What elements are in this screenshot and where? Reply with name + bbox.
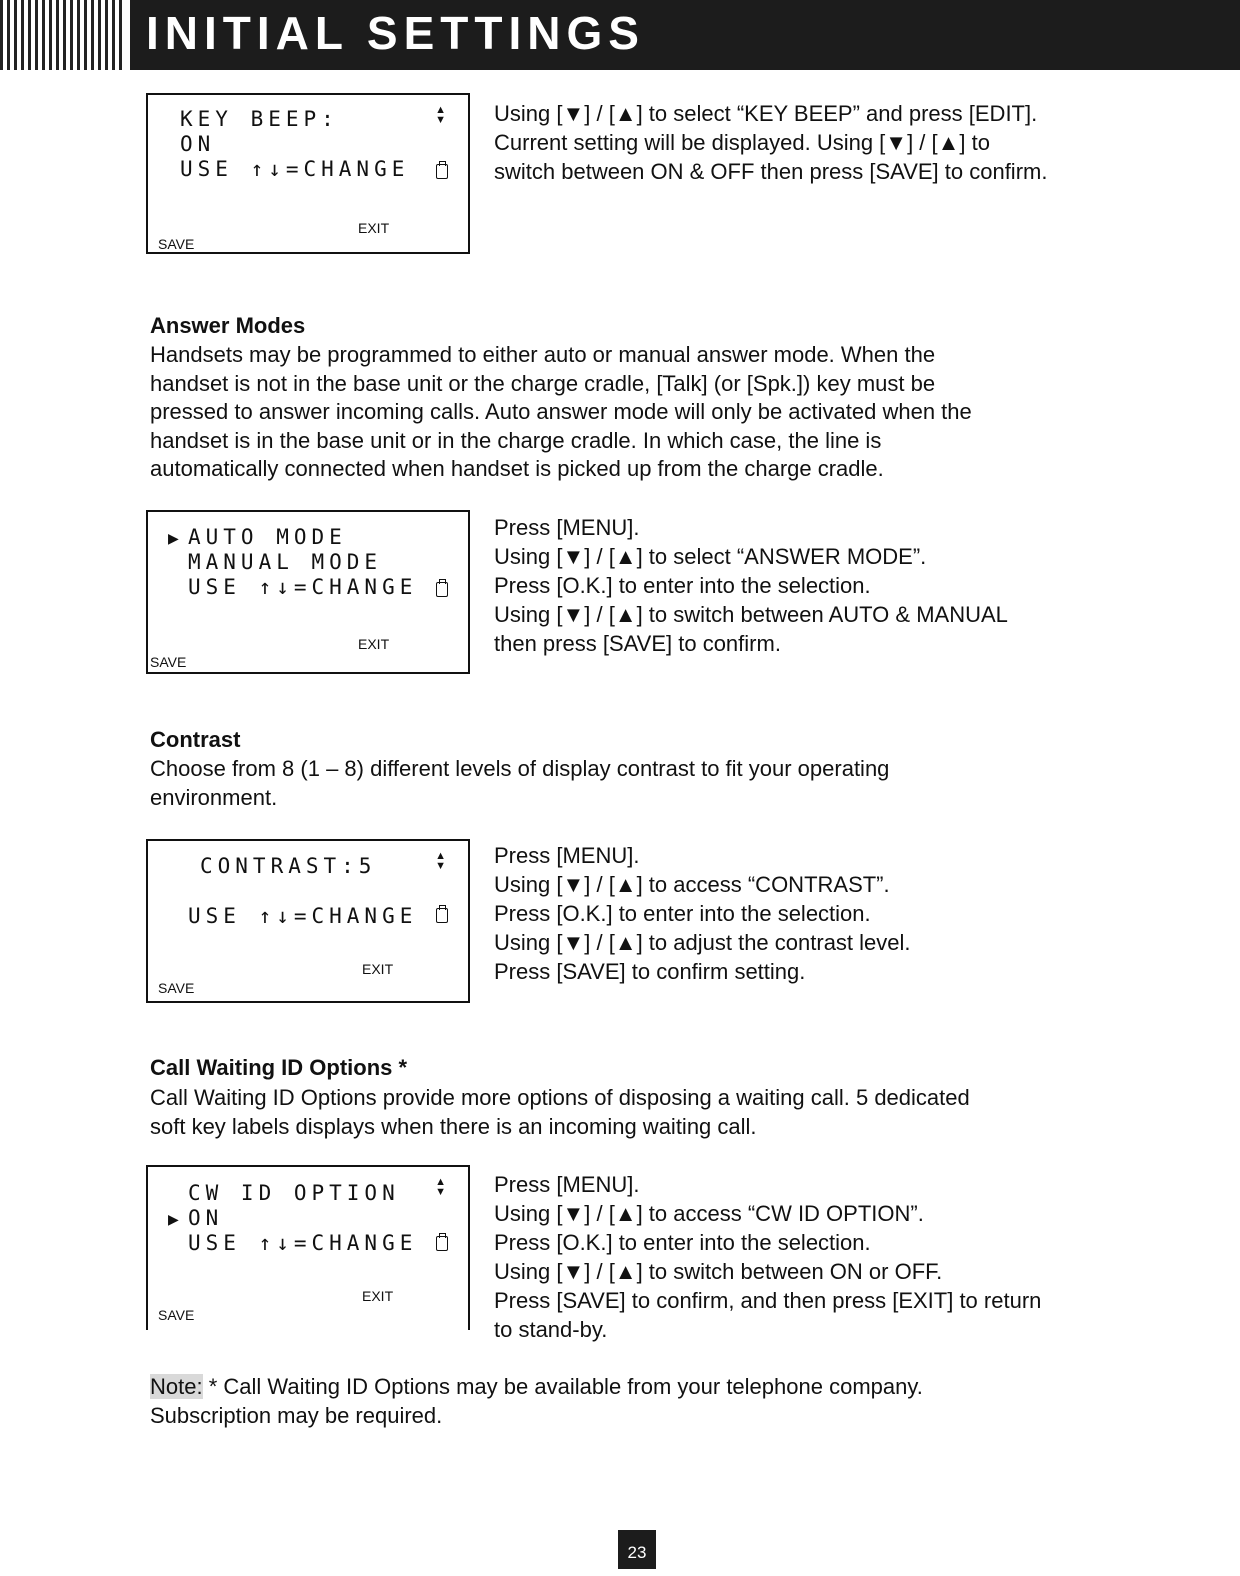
answer-mode-instructions bbox=[494, 513, 1144, 658]
contrast-body bbox=[150, 755, 1120, 812]
exit-softkey: EXIT bbox=[358, 636, 390, 652]
lcd-line-2: ON bbox=[180, 132, 216, 156]
exit-softkey: EXIT bbox=[362, 1288, 394, 1304]
save-softkey: SAVE bbox=[150, 654, 187, 670]
lcd-line-3: USE ↑↓=CHANGE bbox=[180, 157, 410, 181]
lcd-key-beep bbox=[146, 93, 470, 254]
body-line: Choose from 8 (1 – 8) different levels of display contrast to fit your operating bbox=[150, 756, 890, 781]
body-line: Handsets may be programmed to either auto or manual answer mode. When the bbox=[150, 342, 936, 367]
save-softkey: SAVE bbox=[158, 1307, 195, 1323]
clipboard-icon bbox=[436, 582, 448, 597]
lcd-line-1: KEY BEEP: bbox=[180, 107, 339, 131]
call-waiting-title: Call Waiting ID Options * bbox=[150, 1055, 408, 1080]
lcd-cw-id-option bbox=[146, 1165, 470, 1330]
pointer-icon: ▶ bbox=[168, 1211, 179, 1227]
contrast-instructions bbox=[494, 841, 1144, 986]
lcd-answer-mode bbox=[146, 510, 470, 674]
lcd-line-2: ON bbox=[188, 1206, 224, 1230]
instruction-line: Press [O.K.] to enter into the selection. bbox=[494, 1230, 871, 1255]
instruction-line: Using [▼] / [▲] to access “CW ID OPTION”. bbox=[494, 1201, 924, 1226]
answer-modes-body bbox=[150, 341, 1120, 484]
lcd-line-2: MANUAL MODE bbox=[188, 550, 383, 574]
instruction-line: Using [▼] / [▲] to select “KEY BEEP” and press [EDIT]. bbox=[494, 101, 1038, 126]
instruction-line: Using [▼] / [▲] to switch between AUTO & MANUAL bbox=[494, 602, 1008, 627]
clipboard-icon bbox=[436, 164, 448, 179]
lcd-contrast bbox=[146, 839, 470, 1003]
body-line: automatically connected when handset is picked up from the charge cradle. bbox=[150, 456, 884, 481]
instruction-line: Press [MENU]. bbox=[494, 515, 640, 540]
note-text: * Call Waiting ID Options may be available from your telephone company. bbox=[202, 1374, 923, 1399]
page-number: 23 bbox=[618, 1530, 656, 1569]
instruction-line: Press [O.K.] to enter into the selection. bbox=[494, 573, 871, 598]
instruction-line: switch between ON & OFF then press [SAVE] to confirm. bbox=[494, 159, 1048, 184]
contrast-title: Contrast bbox=[150, 727, 241, 752]
note-label: Note: bbox=[150, 1374, 203, 1399]
body-line: handset is not in the base unit or the charge cradle, [Talk] (or [Spk.]) key must be bbox=[150, 370, 936, 396]
clipboard-icon bbox=[436, 908, 448, 923]
body-line: Call Waiting ID Options provide more options of disposing a waiting call. 5 dedicated bbox=[150, 1085, 970, 1110]
note-line-2: Subscription may be required. bbox=[150, 1403, 443, 1428]
save-softkey: SAVE bbox=[158, 980, 195, 996]
instruction-line: Press [MENU]. bbox=[494, 1172, 640, 1197]
body-line: soft key labels displays when there is an incoming waiting call. bbox=[150, 1113, 757, 1139]
lcd-line-3: USE ↑↓=CHANGE bbox=[188, 575, 418, 599]
exit-softkey: EXIT bbox=[362, 961, 394, 977]
instruction-line: Press [MENU]. bbox=[494, 843, 640, 868]
page-title: INITIAL SETTINGS bbox=[146, 7, 645, 59]
instruction-line: Press [SAVE] to confirm setting. bbox=[494, 959, 806, 984]
note bbox=[150, 1372, 1130, 1430]
exit-softkey: EXIT bbox=[358, 220, 390, 236]
lcd-line-3: USE ↑↓=CHANGE bbox=[188, 1231, 418, 1255]
lcd-line-1: AUTO MODE bbox=[188, 525, 347, 549]
cw-id-instructions bbox=[494, 1170, 1144, 1344]
key-beep-instructions bbox=[494, 99, 1144, 186]
lcd-line-1: CONTRAST:5 bbox=[200, 854, 377, 878]
pointer-icon: ▶ bbox=[168, 530, 179, 546]
call-waiting-body bbox=[150, 1084, 1120, 1141]
instruction-line: Current setting will be displayed. Using [▼] / [▲] to bbox=[494, 130, 990, 155]
up-down-arrows-icon: ▲ ▼ bbox=[435, 850, 446, 872]
instruction-line: Using [▼] / [▲] to access “CONTRAST”. bbox=[494, 872, 890, 897]
body-line: environment. bbox=[150, 784, 278, 810]
header-pattern bbox=[0, 0, 124, 70]
up-down-arrows-icon: ▲ ▼ bbox=[435, 1176, 446, 1198]
instruction-line: Using [▼] / [▲] to switch between ON or OFF. bbox=[494, 1259, 943, 1284]
clipboard-icon bbox=[436, 1236, 448, 1251]
body-line: handset is in the base unit or in the charge cradle. In which case, the line is bbox=[150, 427, 882, 453]
instruction-line: then press [SAVE] to confirm. bbox=[494, 631, 781, 656]
instruction-line: Using [▼] / [▲] to adjust the contrast level. bbox=[494, 930, 911, 955]
save-softkey: SAVE bbox=[158, 236, 195, 252]
instruction-line: Using [▼] / [▲] to select “ANSWER MODE”. bbox=[494, 544, 927, 569]
instruction-line: to stand-by. bbox=[494, 1317, 608, 1342]
body-line: pressed to answer incoming calls. Auto answer mode will only be activated when the bbox=[150, 399, 972, 424]
answer-modes-title: Answer Modes bbox=[150, 313, 306, 338]
instruction-line: Press [O.K.] to enter into the selection. bbox=[494, 901, 871, 926]
up-down-arrows-icon: ▲ ▼ bbox=[435, 104, 446, 126]
lcd-line-3: USE ↑↓=CHANGE bbox=[188, 904, 418, 928]
instruction-line: Press [SAVE] to confirm, and then press [EXIT] to return bbox=[494, 1288, 1042, 1313]
lcd-line-1: CW ID OPTION bbox=[188, 1181, 400, 1205]
